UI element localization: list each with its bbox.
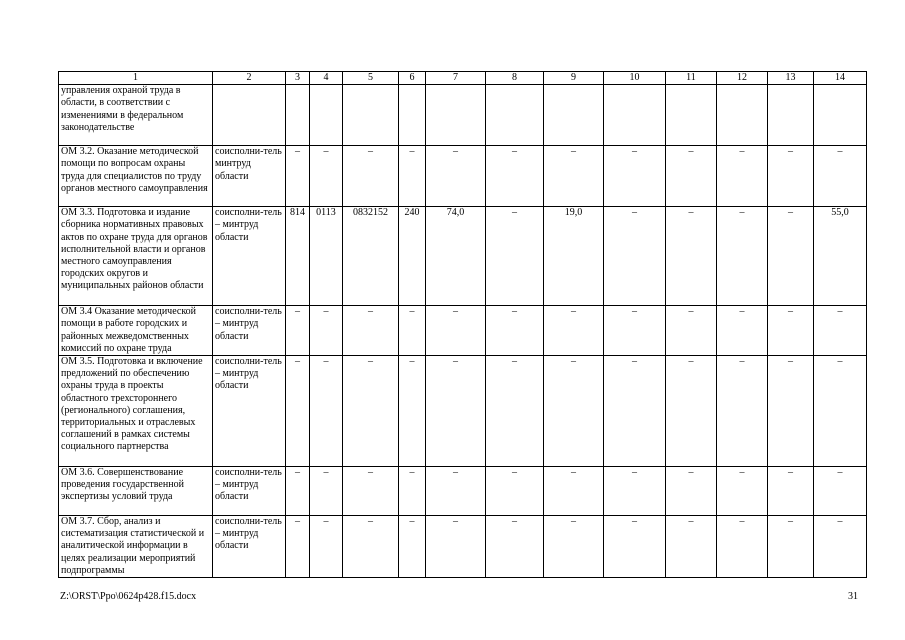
value-cell: – [399,467,426,516]
value-cell: – [426,146,486,207]
value-cell: – [486,146,544,207]
value-cell: – [286,146,310,207]
column-number: 3 [286,72,310,85]
activity-cell: ОМ 3.3. Подготовка и издание сборника нормативных правовых актов по охране труда для органов исполнительной власти и органов местного самоуправления городских округов и муниципальных районов области [59,207,213,306]
column-number: 10 [604,72,666,85]
value-cell: – [604,207,666,306]
value-cell: – [486,516,544,578]
executor-cell: соисполни-тель – минтруд области [213,306,286,356]
activity-cell: управления охраной труда в области, в соответствии с изменениями в федеральном законодательстве [59,85,213,146]
value-cell [768,85,814,146]
value-cell: – [666,356,717,467]
value-cell: – [544,516,604,578]
value-cell: – [604,356,666,467]
document-path: Z:\ORST\Ppo\0624p428.f15.docx [60,591,197,602]
executor-cell: соисполни-тель – минтруд области [213,356,286,467]
value-cell: – [604,306,666,356]
value-cell: – [399,146,426,207]
column-number: 5 [343,72,399,85]
value-cell: – [666,146,717,207]
value-cell: – [768,516,814,578]
value-cell: – [426,356,486,467]
value-cell: – [486,356,544,467]
value-cell: – [814,146,867,207]
value-cell: – [717,467,768,516]
value-cell: – [310,146,343,207]
value-cell [717,85,768,146]
value-cell: – [544,146,604,207]
activity-cell: ОМ 3.7. Сбор, анализ и систематизация статистической и аналитической информации в целях реализации мероприятий подпрограммы [59,516,213,578]
value-cell: – [343,146,399,207]
value-cell [814,85,867,146]
value-cell: – [486,207,544,306]
value-cell: – [717,306,768,356]
table-row [59,356,867,467]
value-cell: – [717,146,768,207]
value-cell: 0113 [310,207,343,306]
value-cell: – [814,467,867,516]
executor-cell: соисполни-тель – минтруд области [213,516,286,578]
value-cell: 74,0 [426,207,486,306]
column-number: 7 [426,72,486,85]
value-cell: – [604,516,666,578]
value-cell: – [310,306,343,356]
value-cell: – [343,516,399,578]
value-cell: – [768,306,814,356]
program-table [58,71,867,578]
value-cell: – [604,146,666,207]
value-cell: – [399,306,426,356]
value-cell: – [426,306,486,356]
value-cell: – [399,356,426,467]
value-cell: – [544,467,604,516]
executor-cell [213,85,286,146]
activity-cell: ОМ 3.5. Подготовка и включение предложений по обеспечению охраны труда в проекты областного трехстороннего (регионального) соглашения, территориальных и отраслевых соглашений в рамках системы социального партнерства [59,356,213,467]
page-number: 31 [848,591,858,602]
activity-cell: ОМ 3.6. Совершенствование проведения государственной экспертизы условий труда [59,467,213,516]
value-cell: – [286,516,310,578]
value-cell: – [717,207,768,306]
value-cell: – [310,467,343,516]
value-cell [399,85,426,146]
value-cell: 240 [399,207,426,306]
value-cell: – [286,306,310,356]
value-cell [286,85,310,146]
value-cell: 55,0 [814,207,867,306]
value-cell: – [310,516,343,578]
value-cell: 814 [286,207,310,306]
value-cell [426,85,486,146]
value-cell: – [768,207,814,306]
value-cell: – [286,467,310,516]
value-cell: – [814,516,867,578]
header-row [59,72,867,85]
value-cell [544,85,604,146]
value-cell: – [343,356,399,467]
value-cell: – [544,356,604,467]
value-cell: – [666,207,717,306]
value-cell: – [768,356,814,467]
column-number: 9 [544,72,604,85]
column-number: 1 [59,72,213,85]
executor-cell: соисполни-тель минтруд области [213,146,286,207]
value-cell [343,85,399,146]
value-cell [666,85,717,146]
value-cell: 19,0 [544,207,604,306]
value-cell: – [486,306,544,356]
activity-cell: ОМ 3.2. Оказание методической помощи по вопросам охраны труда для специалистов по труду органов местного самоуправления [59,146,213,207]
value-cell: – [486,467,544,516]
value-cell: – [426,467,486,516]
executor-cell: соисполни-тель – минтруд области [213,467,286,516]
column-number: 8 [486,72,544,85]
value-cell: – [768,146,814,207]
value-cell: – [286,356,310,467]
table-row [59,306,867,356]
table-row [59,207,867,306]
column-number: 4 [310,72,343,85]
value-cell: – [717,356,768,467]
column-number: 13 [768,72,814,85]
value-cell [310,85,343,146]
table-row [59,516,867,578]
column-number: 11 [666,72,717,85]
value-cell: – [343,306,399,356]
table-row [59,85,867,146]
value-cell: – [814,306,867,356]
table-row [59,467,867,516]
value-cell: – [717,516,768,578]
value-cell: – [310,356,343,467]
value-cell [486,85,544,146]
value-cell: – [768,467,814,516]
column-number: 12 [717,72,768,85]
table-body [59,85,867,578]
value-cell: – [343,467,399,516]
value-cell: – [426,516,486,578]
value-cell: – [666,467,717,516]
value-cell: – [544,306,604,356]
column-number: 2 [213,72,286,85]
column-number: 14 [814,72,867,85]
executor-cell: соисполни-тель – минтруд области [213,207,286,306]
value-cell [604,85,666,146]
value-cell: 0832152 [343,207,399,306]
value-cell: – [399,516,426,578]
value-cell: – [666,516,717,578]
value-cell: – [604,467,666,516]
column-number: 6 [399,72,426,85]
value-cell: – [814,356,867,467]
activity-cell: ОМ 3.4 Оказание методической помощи в работе городских и районных межведомственных комиссий по охране труда [59,306,213,356]
table-row [59,146,867,207]
value-cell: – [666,306,717,356]
